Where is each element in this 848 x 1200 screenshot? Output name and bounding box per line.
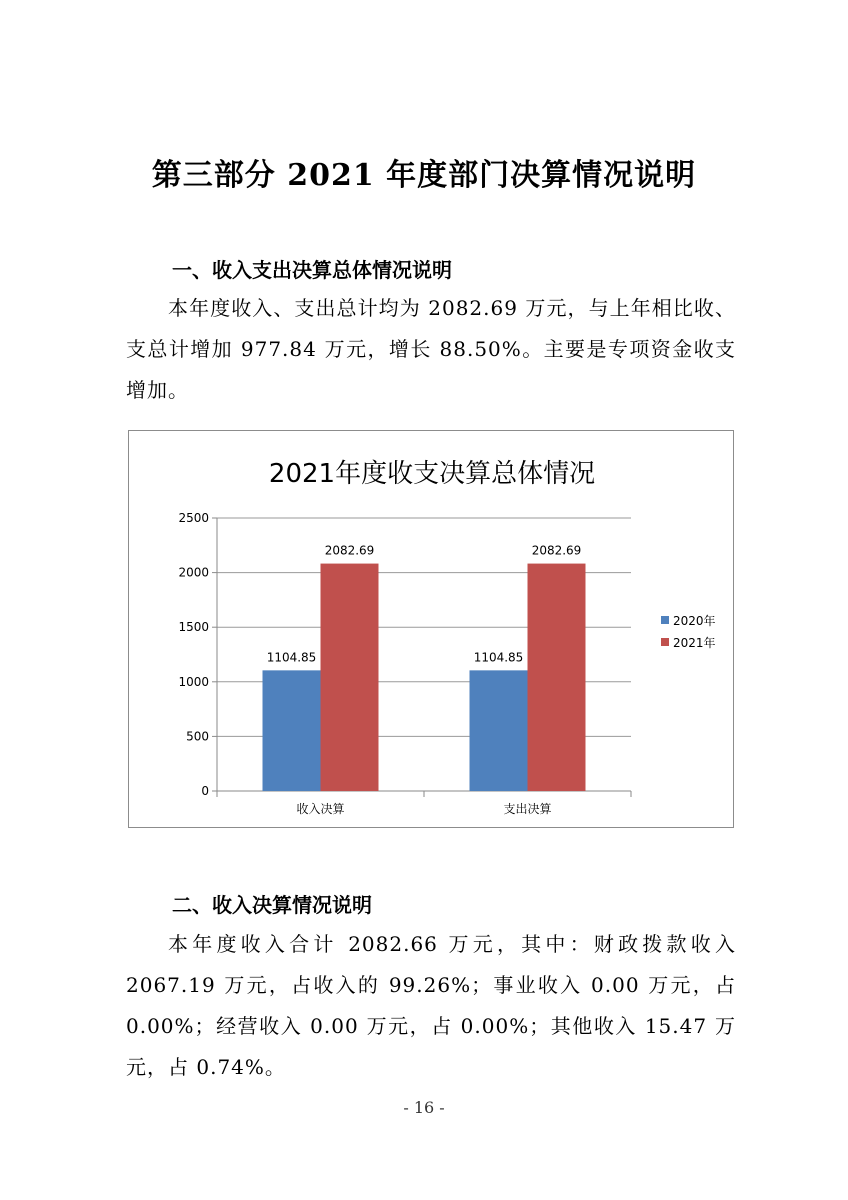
y-tick-label-2: 1000	[178, 674, 209, 689]
section-heading-1: 一、收入支出决算总体情况说明	[172, 258, 452, 282]
data-label-0-0: 1104.85	[266, 650, 317, 665]
x-tick-label-1: 支出决算	[503, 802, 552, 816]
legend-item-2020	[661, 609, 716, 631]
y-tick-label-1: 500	[186, 729, 209, 744]
legend-swatch-2020	[661, 616, 669, 624]
data-label-1-1: 2082.69	[531, 543, 582, 558]
section-heading-2: 二、收入决算情况说明	[172, 893, 372, 917]
data-label-0-1: 2082.69	[324, 543, 375, 558]
section-2-paragraph: 本年度收入合计 2082.66 万元，其中：财政拨款收入 2067.19 万元，占收入的 99.26%；事业收入 0.00 万元，占 0.00%；经营收入 0.00 万元，占 0.00%；其他收入 15.47 万元，占 0.74%。	[126, 932, 736, 1079]
legend-label-2020: 2020年	[673, 613, 716, 628]
bar-0-1	[321, 564, 379, 791]
page-title: 第三部分 2021 年度部门决算情况说明	[151, 158, 697, 193]
bar-1-1	[528, 564, 586, 791]
chart-container	[128, 430, 734, 828]
bar-1-0	[470, 670, 528, 791]
bar-0-0	[263, 670, 321, 791]
legend-swatch-2021	[661, 638, 669, 646]
y-tick-label-4: 2000	[178, 565, 209, 580]
legend-item-2021	[661, 631, 716, 653]
bar-chart	[129, 431, 733, 827]
chart-legend	[661, 609, 716, 653]
data-label-1-0: 1104.85	[473, 650, 524, 665]
section-1-paragraph: 本年度收入、支出总计均为 2082.69 万元，与上年相比收、支总计增加 977.84 万元，增长 88.50%。主要是专项资金收支增加。	[126, 296, 736, 402]
y-tick-label-0: 0	[201, 784, 209, 798]
chart-title: 2021年度收支决算总体情况	[268, 459, 596, 489]
x-tick-label-0: 收入决算	[296, 802, 345, 816]
y-tick-label-5: 2500	[178, 511, 209, 525]
y-tick-label-3: 1500	[178, 620, 209, 635]
page-number: - 16 -	[403, 1098, 445, 1117]
legend-label-2021: 2021年	[673, 635, 716, 650]
